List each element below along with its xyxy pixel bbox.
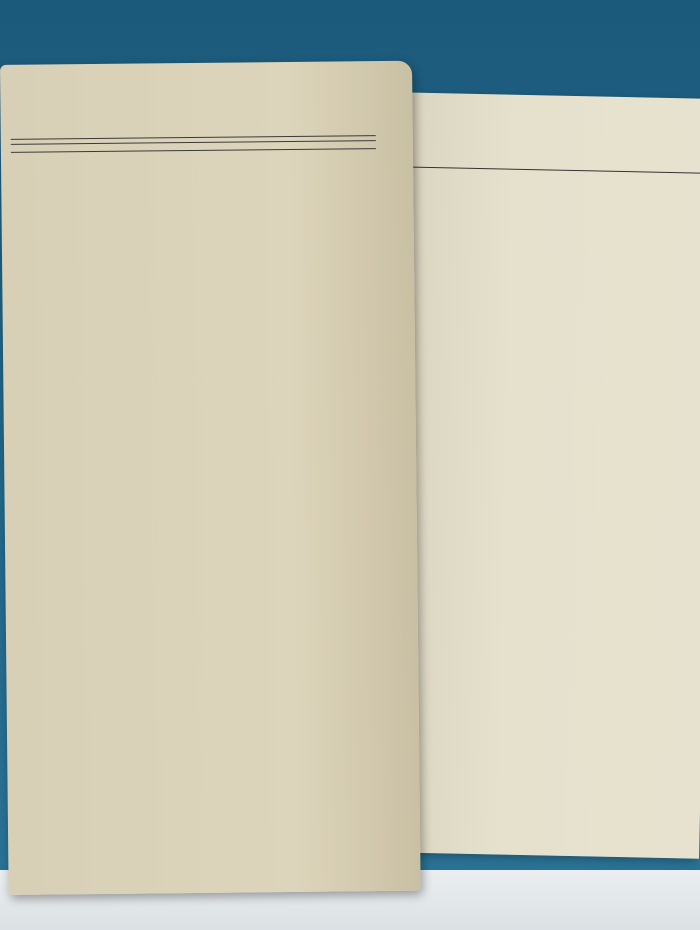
line [414,381,700,387]
article-body [414,381,700,399]
verse-line [504,395,700,399]
verse-line [504,395,700,399]
line [414,381,700,387]
line [414,393,700,399]
line [414,381,700,387]
page-number [11,169,376,173]
cover-note [11,157,376,161]
left-page [0,61,421,895]
line [414,381,700,387]
line [414,393,700,399]
paragraph-3 [414,393,700,399]
line [414,393,700,399]
line [414,381,700,387]
divider [11,140,376,145]
line [414,381,700,387]
line [414,393,700,399]
paragraph-2 [414,381,700,387]
line [414,393,700,399]
poem-quote [414,393,700,399]
line [414,381,700,387]
line [414,393,700,399]
verse-line [504,395,700,399]
line [414,381,700,387]
toc-crossword [11,144,376,148]
divider [11,148,376,153]
divider [11,135,376,140]
line [414,381,700,387]
publisher-copyright [11,167,376,171]
running-head-rule [401,166,700,174]
table-of-contents [11,131,376,173]
line [414,381,700,387]
line [414,393,700,399]
paragraph-1 [414,381,700,387]
line [414,393,700,399]
line [414,393,700,399]
line [414,393,700,399]
line [414,393,700,399]
line [414,381,700,387]
